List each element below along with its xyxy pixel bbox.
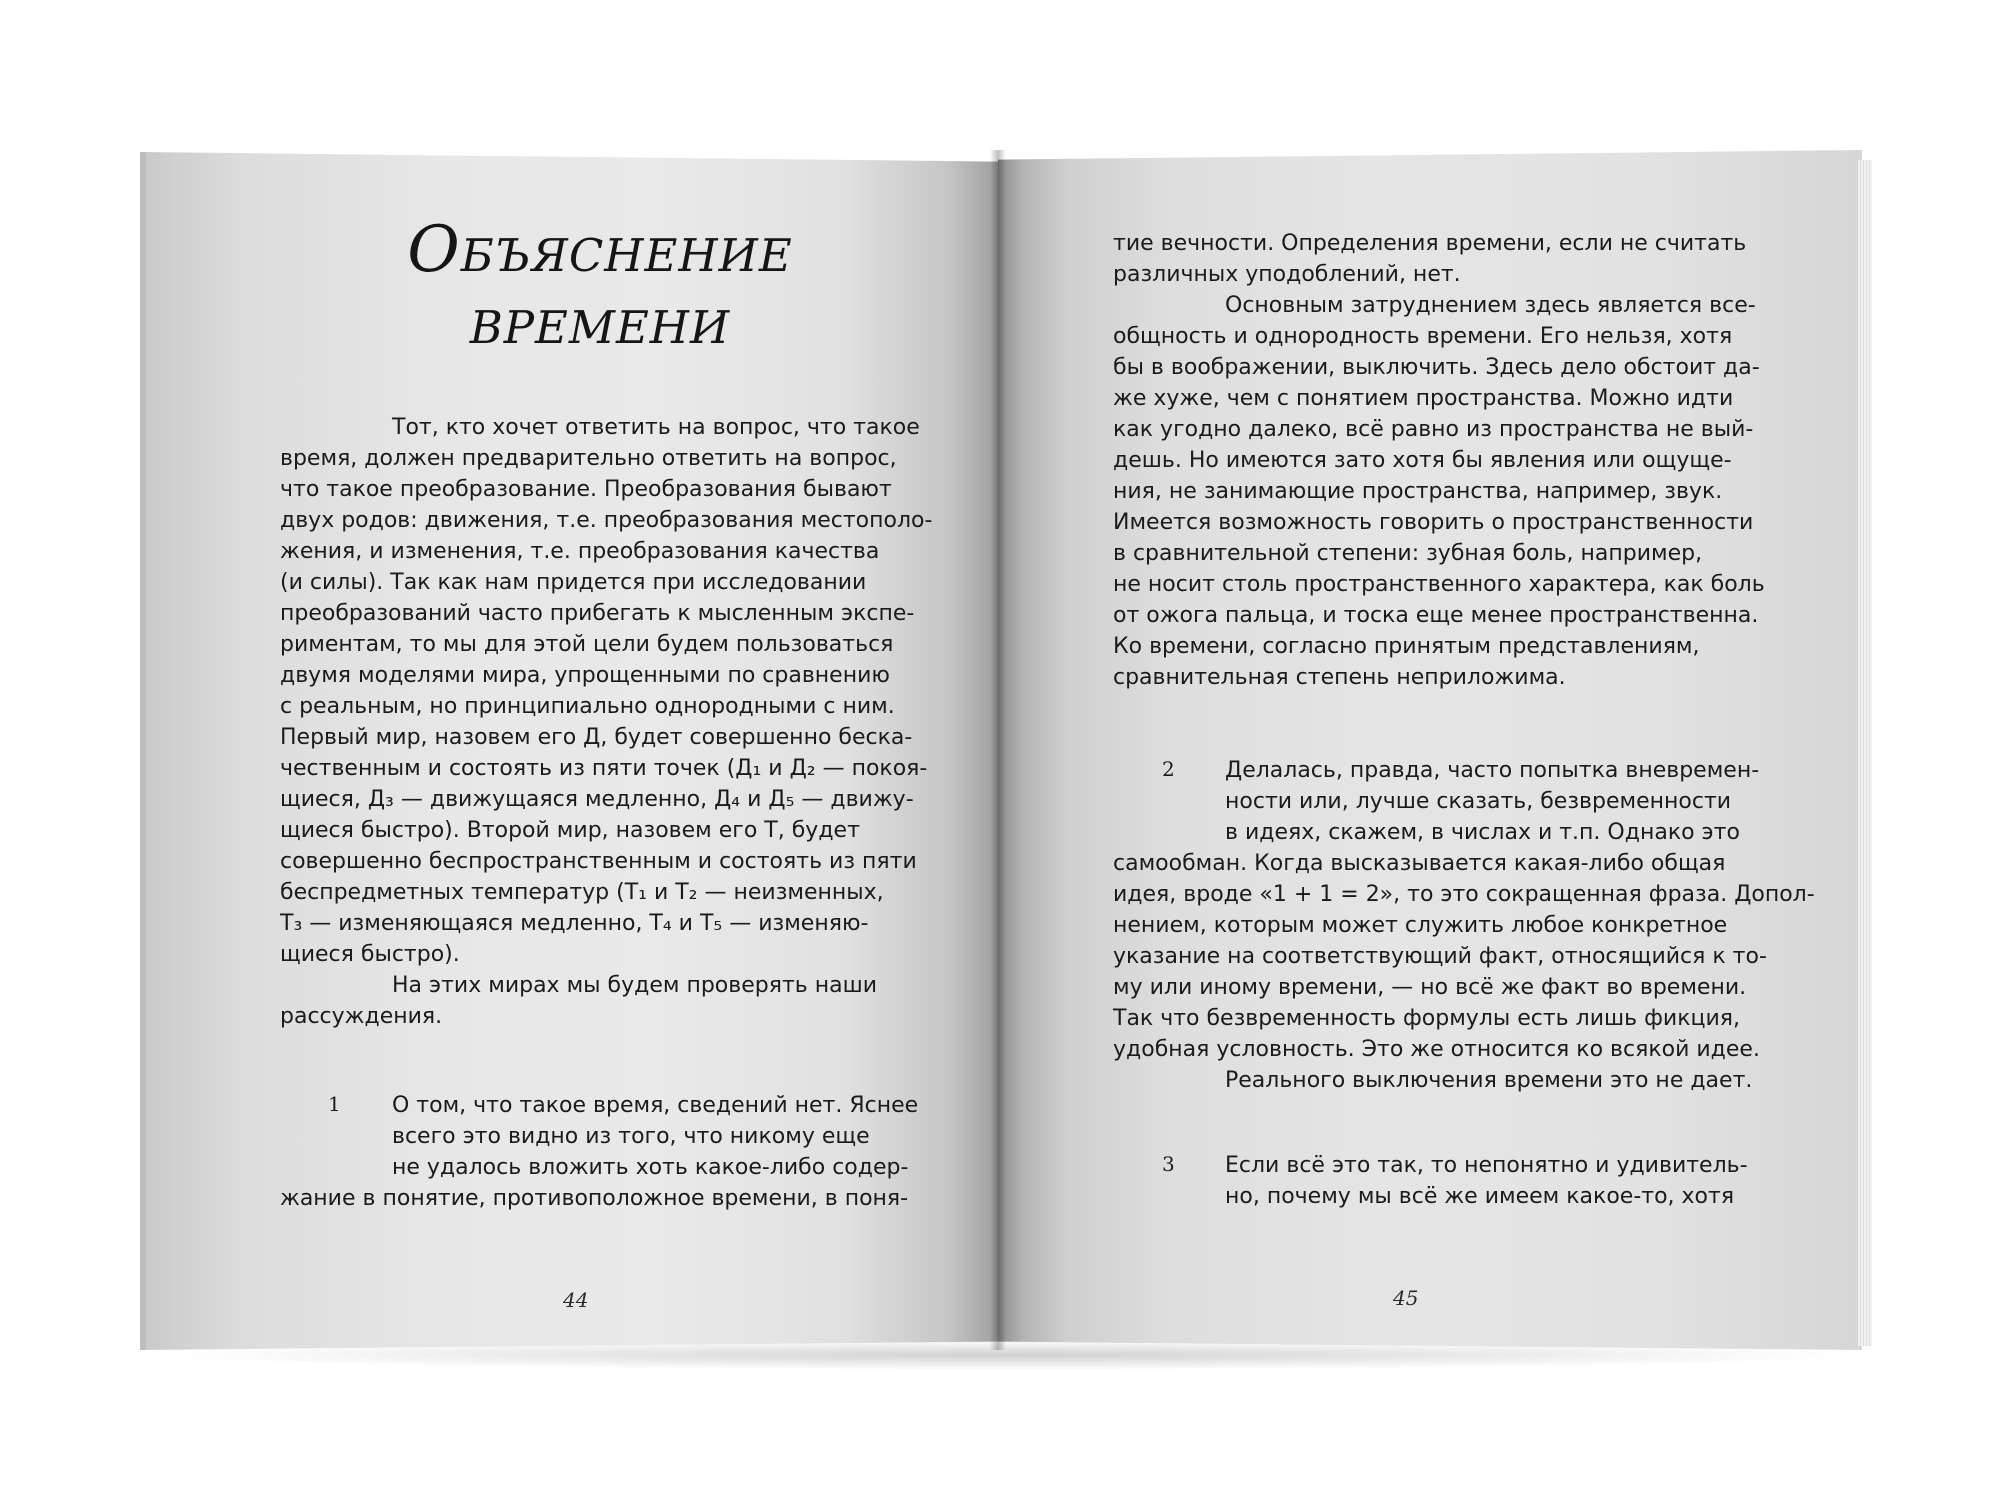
text-line: сравнительная степень неприложима. [1113, 665, 1566, 690]
section-2-paragraph [1113, 755, 1815, 1096]
text-line: жения, и изменения, т.е. преобразования качества [280, 539, 880, 564]
text-line: Так что безвременность формулы есть лишь фикция, [1113, 1006, 1740, 1031]
text-line: Тот, кто хочет ответить на вопрос, что такое [392, 415, 920, 440]
text-line: не удалось вложить хоть какое-либо содер- [392, 1155, 909, 1180]
text-line: в идеях, скажем, в числах и т.п. Однако это [1225, 820, 1740, 845]
chapter-title [300, 214, 900, 358]
text-line: Ко времени, согласно принятым представлениям, [1113, 634, 1700, 659]
text-line: О том, что такое время, сведений нет. Яснее [392, 1093, 919, 1118]
text-line: Первый мир, назовем его Д, будет совершенно беска- [280, 725, 913, 750]
text-line: общность и однородность времени. Его нельзя, хотя [1113, 324, 1733, 349]
text-line: (и силы). Так как нам придется при исследовании [280, 570, 867, 595]
section-number: 2 [1162, 757, 1175, 781]
text-line: что такое преобразование. Преобразования бывают [280, 477, 892, 502]
text-line: Имеется возможность говорить о пространственности [1113, 510, 1754, 535]
text-line: му или иному времени, — но всё же факт во времени. [1113, 975, 1747, 1000]
section-number: 1 [328, 1092, 341, 1116]
text-line: от ожога пальца, и тоска еще менее пространственна. [1113, 603, 1759, 628]
continued-paragraph [1113, 228, 1765, 693]
text-line: риментам, то мы для этой цели будем пользоваться [280, 632, 894, 657]
text-line: двумя моделями мира, упрощенными по сравнению [280, 663, 890, 688]
text-line: Реального выключения времени это не дает. [1225, 1068, 1753, 1093]
text-line: идея, вроде «1 + 1 = 2», то это сокращенная фраза. Допол- [1113, 882, 1815, 907]
chapter-title-line: Объяснение [407, 213, 793, 287]
text-line: щиеся, Д₃ — движущаяся медленно, Д₄ и Д₅ — движу- [280, 787, 914, 812]
text-line: же хуже, чем с понятием пространства. Можно идти [1113, 386, 1734, 411]
text-line: с реальным, но принципиально однородными с ним. [280, 694, 895, 719]
text-line: указание на соответствующий факт, относящийся к то- [1113, 944, 1767, 969]
text-line: Т₃ — изменяющаяся медленно, Т₄ и Т₅ — изменяю- [280, 911, 869, 936]
page-number-right: 45 [1393, 1286, 1419, 1310]
text-line: рассуждения. [280, 1004, 443, 1029]
section-number: 3 [1162, 1152, 1175, 1176]
right-page-stack-edge [1858, 160, 1872, 1346]
book-spine-gutter [990, 150, 1006, 1350]
text-line: удобная условность. Это же относится ко всякой идее. [1113, 1037, 1760, 1062]
left-page-edge [140, 152, 146, 1350]
section-3-paragraph [1113, 1150, 1748, 1212]
text-line: чественным и состоять из пяти точек (Д₁ и Д₂ — покоя- [280, 756, 928, 781]
text-line: нением, которым может служить любое конкретное [1113, 913, 1728, 938]
text-line: Делалась, правда, часто попытка вневремен- [1225, 758, 1760, 783]
text-line: самообман. Когда высказывается какая-либо общая [1113, 851, 1726, 876]
text-line: Если всё это так, то непонятно и удивитель- [1225, 1153, 1748, 1178]
text-line: совершенно беспространственным и состоять из пяти [280, 849, 917, 874]
text-line: ности или, лучше сказать, безвременности [1225, 789, 1732, 814]
text-line: различных уподоблений, нет. [1113, 262, 1461, 287]
text-line: щиеся быстро). Второй мир, назовем его Т, будет [280, 818, 860, 843]
text-line: беспредметных температур (Т₁ и Т₂ — неизменных, [280, 880, 884, 905]
text-line: но, почему мы всё же имеем какое-то, хотя [1225, 1184, 1735, 1209]
text-line: как угодно далеко, всё равно из пространства не вый- [1113, 417, 1754, 442]
text-line: дешь. Но имеются зато хотя бы явления или ощуще- [1113, 448, 1732, 473]
text-line: ния, не занимающие пространства, например, звук. [1113, 479, 1723, 504]
chapter-title-line: времени [469, 285, 731, 359]
text-line: всего это видно из того, что никому еще [392, 1124, 870, 1149]
text-line: в сравнительной степени: зубная боль, например, [1113, 541, 1703, 566]
text-line: тие вечности. Определения времени, если не считать [1113, 231, 1747, 256]
text-line: жание в понятие, противоположное времени, в поня- [280, 1186, 909, 1211]
text-line: время, должен предварительно ответить на вопрос, [280, 446, 897, 471]
text-line: щиеся быстро). [280, 942, 460, 967]
page-number-left: 44 [563, 1288, 589, 1312]
text-line: двух родов: движения, т.е. преобразования местополо- [280, 508, 933, 533]
text-line: Основным затруднением здесь является все- [1225, 293, 1756, 318]
section-1-paragraph [280, 1090, 918, 1214]
text-line: не носит столь пространственного характера, как боль [1113, 572, 1765, 597]
text-line: На этих мирах мы будем проверять наши [392, 973, 878, 998]
text-line: бы в воображении, выключить. Здесь дело обстоит да- [1113, 355, 1760, 380]
text-line: преобразований часто прибегать к мысленным экспе- [280, 601, 915, 626]
intro-paragraph [280, 412, 932, 1032]
